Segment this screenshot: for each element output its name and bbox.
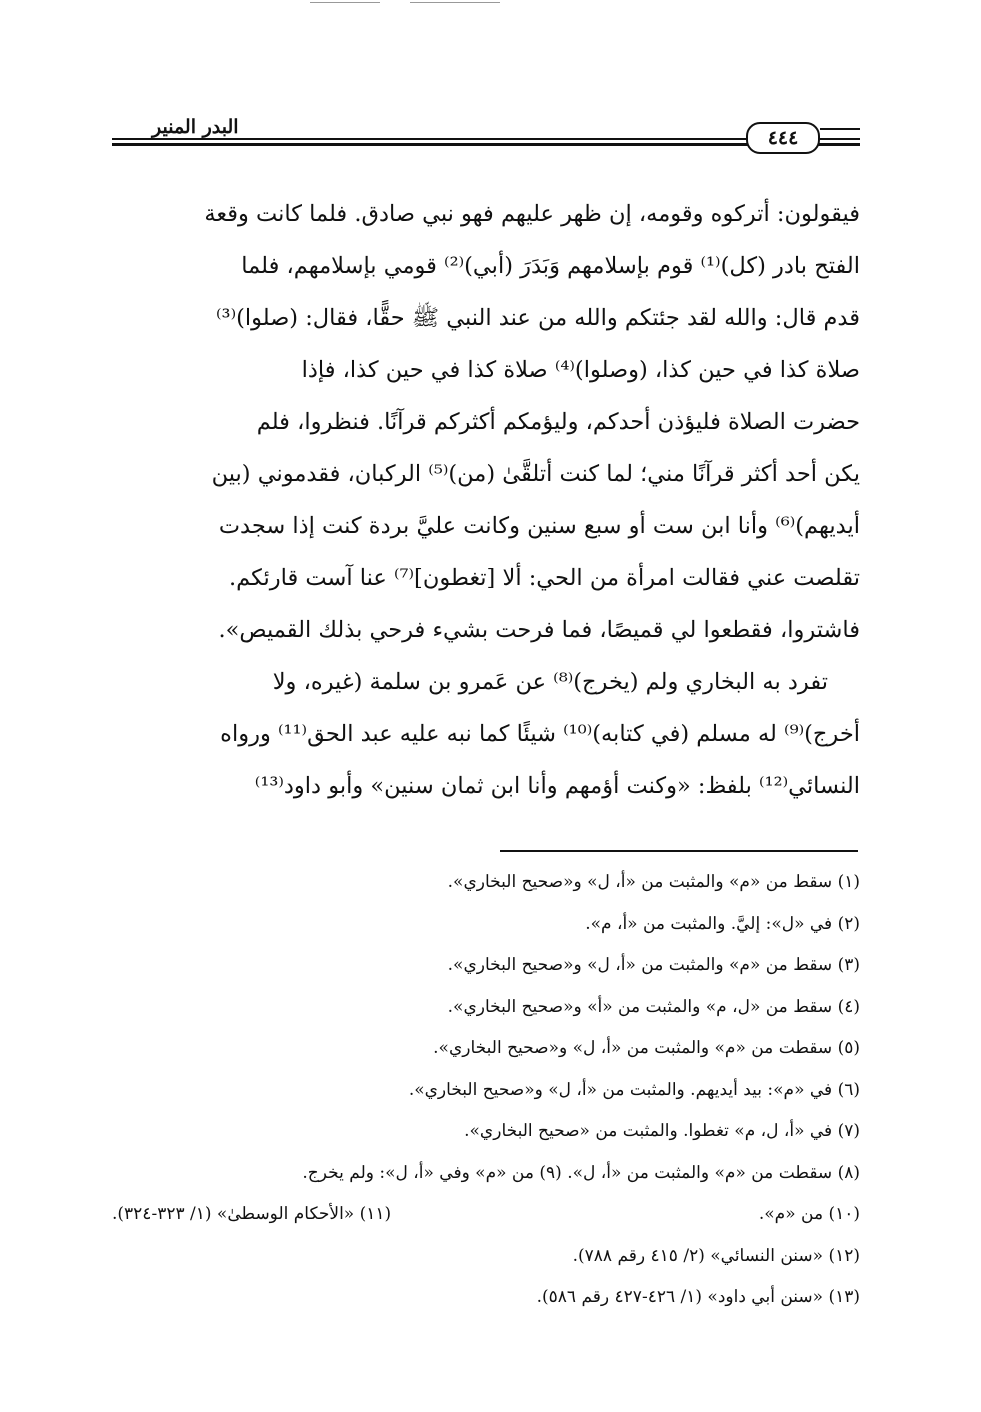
footnote: (١١) «الأحكام الوسطىٰ» (١/ ٣٢٣-٣٢٤). [112, 1204, 392, 1224]
footnote: (١٣) «سنن أبي داود» (١/ ٤٢٦-٤٢٧ رقم ٥٨٦). [536, 1287, 860, 1307]
body-line: فاشتروا، فقطعوا لي قميصًا، فما فرحت بشيء فرحي بذلك القميص». [218, 617, 860, 643]
footnote: (٦) في «م»: بيد أيديهم. والمثبت من «أ، ل» و«صحيح البخاري». [408, 1079, 860, 1100]
body-line: حضرت الصلاة فليؤذن أحدكم، وليؤمكم أكثركم قرآنًا. فنظروا، فلم [256, 409, 860, 435]
page-header [112, 116, 860, 158]
footnote: (٨) سقطت من «م» والمثبت من «أ، ل». (٩) من «م» وفي «أ، ل»: ولم يخرج. [302, 1162, 860, 1183]
footnote: (٥) سقطت من «م» والمثبت من «أ، ل» و«صحيح البخاري». [433, 1038, 860, 1058]
footnote: (١٠) من «م». [758, 1204, 860, 1224]
footnotes [112, 862, 860, 1319]
footnote: (٧) في «أ، ل، م» تغطوا. والمثبت من «صحيح البخاري». [464, 1121, 860, 1141]
footnote: (١٢) «سنن النسائي» (٢/ ٤١٥ رقم ٧٨٨). [572, 1245, 860, 1266]
footnote: (١) سقط من «م» والمثبت من «أ، ل» و«صحيح البخاري». [447, 872, 860, 892]
footnote: (٣) سقط من «م» والمثبت من «أ، ل» و«صحيح البخاري». [447, 955, 860, 975]
body-line: قدم قال: والله لقد جئتكم والله من عند النبي ﷺ حقًّا، فقال: (صلوا)⁽³⁾ [216, 305, 860, 331]
body-line: الفتح بادر (كل)⁽¹⁾ قوم بإسلامهم وَبَدَرَ (أبي)⁽²⁾ قومي بإسلامهم، فلما [241, 253, 860, 279]
body-line: يكن أحد أكثر قرآنًا مني؛ لما كنت أتلقَّىٰ (من)⁽⁵⁾ الركبان، فقدموني (بين [211, 461, 860, 487]
footnote-row [112, 1194, 860, 1236]
book-title: البدر المنير [152, 116, 239, 138]
body-line: النسائي⁽¹²⁾ بلفظ: «وكنت أؤمهم وأنا ابن ثمان سنين» وأبو داود⁽¹³⁾ [254, 773, 860, 799]
footnote-separator [500, 850, 858, 852]
body-line: أيديهم)⁽⁶⁾ وأنا ابن ست أو سبع سنين وكانت عليَّ بردة كنت إذا سجدت [218, 513, 860, 539]
top-scan-marks [310, 0, 530, 6]
footnote: (٤) سقط من «ل، م» والمثبت من «أ» و«صحيح البخاري». [447, 996, 860, 1017]
body-line: تقلصت عني فقالت امرأة من الحي: ألا [تغطون]⁽⁷⁾ عنا آست قارئكم. [228, 565, 860, 591]
body-line: أخرج)⁽⁹⁾ له مسلم (في كتابه)⁽¹⁰⁾ شيئًا كما نبه عليه عبد الحق⁽¹¹⁾ ورواه [220, 721, 860, 747]
body-line: تفرد به البخاري ولم (يخرج)⁽⁸⁾ عن عَمرو بن سلمة (غيره، ولا [272, 669, 828, 695]
main-text [112, 188, 860, 812]
body-line: صلاة كذا في حين كذا، (وصلوا)⁽⁴⁾ صلاة كذا في حين كذا، فإذا [301, 357, 860, 383]
footnote: (٢) في «ل»: إليَّ. والمثبت من «أ، م». [585, 913, 860, 934]
header-rule-short [820, 128, 860, 130]
page-number: ٤٤٤ [746, 122, 820, 154]
body-line: فيقولون: أتركوه وقومه، إن ظهر عليهم فهو نبي صادق. فلما كانت وقعة [204, 201, 860, 227]
